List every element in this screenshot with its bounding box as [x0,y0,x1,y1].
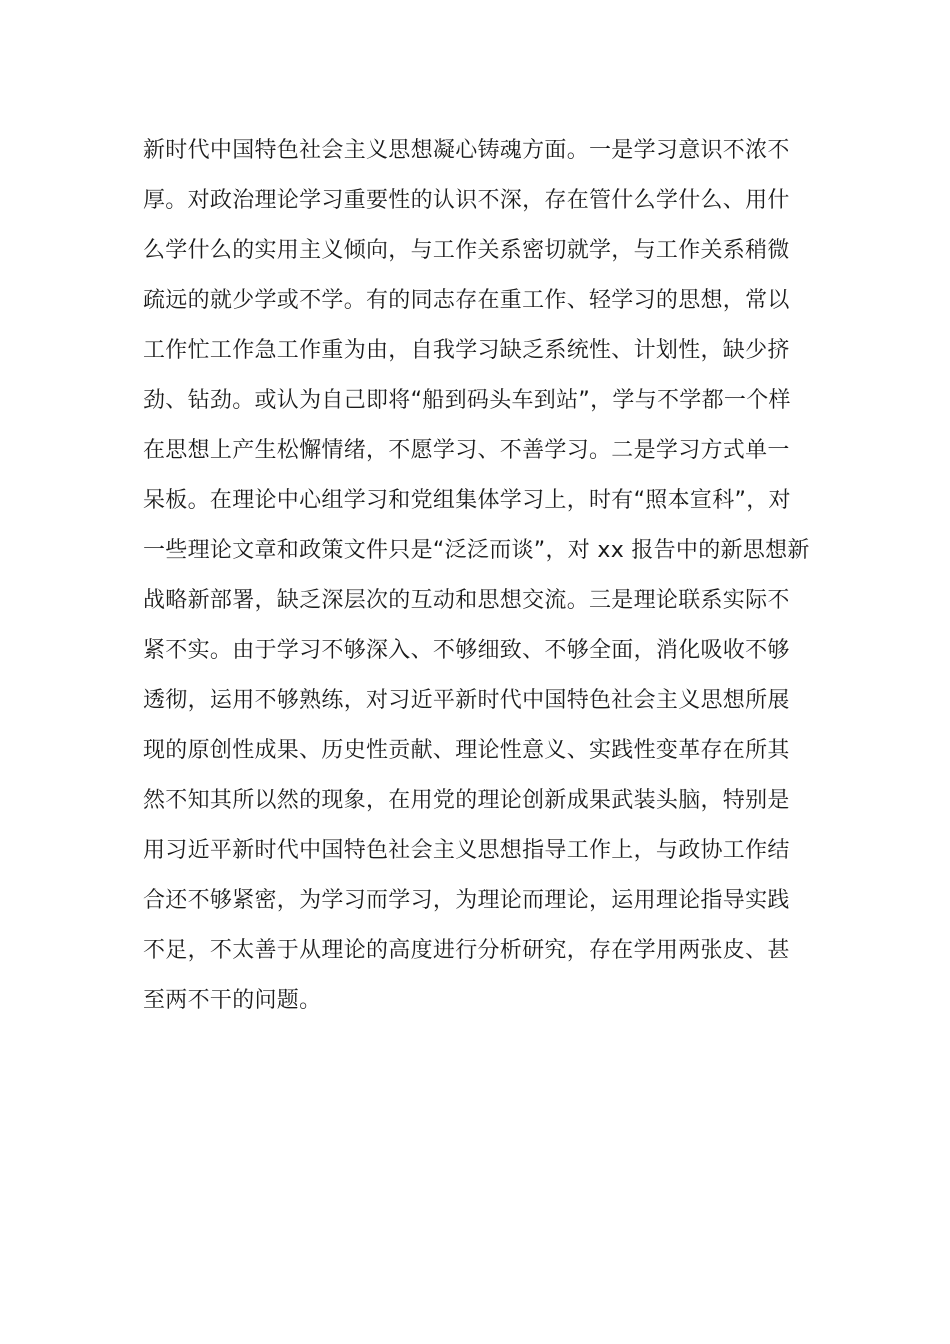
paragraph-line: 不足，不太善于从理论的高度进行分析研究，存在学用两张皮、甚 [143,938,790,963]
paragraph-line: 现的原创性成果、历史性贡献、理论性意义、实践性变革存在所其 [143,738,790,763]
paragraph-line: 疏远的就少学或不学。有的同志存在重工作、轻学习的思想，常以 [143,288,790,313]
paragraph-line: 紧不实。由于学习不够深入、不够细致、不够全面，消化吸收不够 [143,638,790,663]
paragraph-line: 透彻，运用不够熟练，对习近平新时代中国特色社会主义思想所展 [143,688,790,713]
paragraph-line: 战略新部署，缺乏深层次的互动和思想交流。三是理论联系实际不 [143,588,790,613]
paragraph-line: 工作忙工作急工作重为由，自我学习缺乏系统性、计划性，缺少挤 [143,338,790,363]
paragraph-line: 用习近平新时代中国特色社会主义思想指导工作上，与政协工作结 [143,838,790,863]
paragraph-line: 么学什么的实用主义倾向，与工作关系密切就学，与工作关系稍微 [143,238,790,263]
paragraph-line: 在思想上产生松懈情绪，不愿学习、不善学习。二是学习方式单一 [143,438,790,463]
paragraph-line: 然不知其所以然的现象，在用党的理论创新成果武装头脑，特别是 [143,788,790,813]
paragraph-line: 呆板。在理论中心组学习和党组集体学习上，时有“照本宣科”，对 [143,488,791,513]
paragraph-line: 一些理论文章和政策文件只是“泛泛而谈”，对 xx 报告中的新思想新 [143,538,810,563]
paragraph-line: 合还不够紧密，为学习而学习，为理论而理论，运用理论指导实践 [143,888,790,913]
body-paragraph [143,126,823,1026]
paragraph-line: 劲、钻劲。或认为自己即将“船到码头车到站”，学与不学都一个样 [143,388,791,413]
paragraph-line: 厚。对政治理论学习重要性的认识不深，存在管什么学什么、用什 [143,188,790,213]
paragraph-line: 新时代中国特色社会主义思想凝心铸魂方面。一是学习意识不浓不 [143,138,790,163]
paragraph-line: 至两不干的问题。 [143,988,322,1013]
